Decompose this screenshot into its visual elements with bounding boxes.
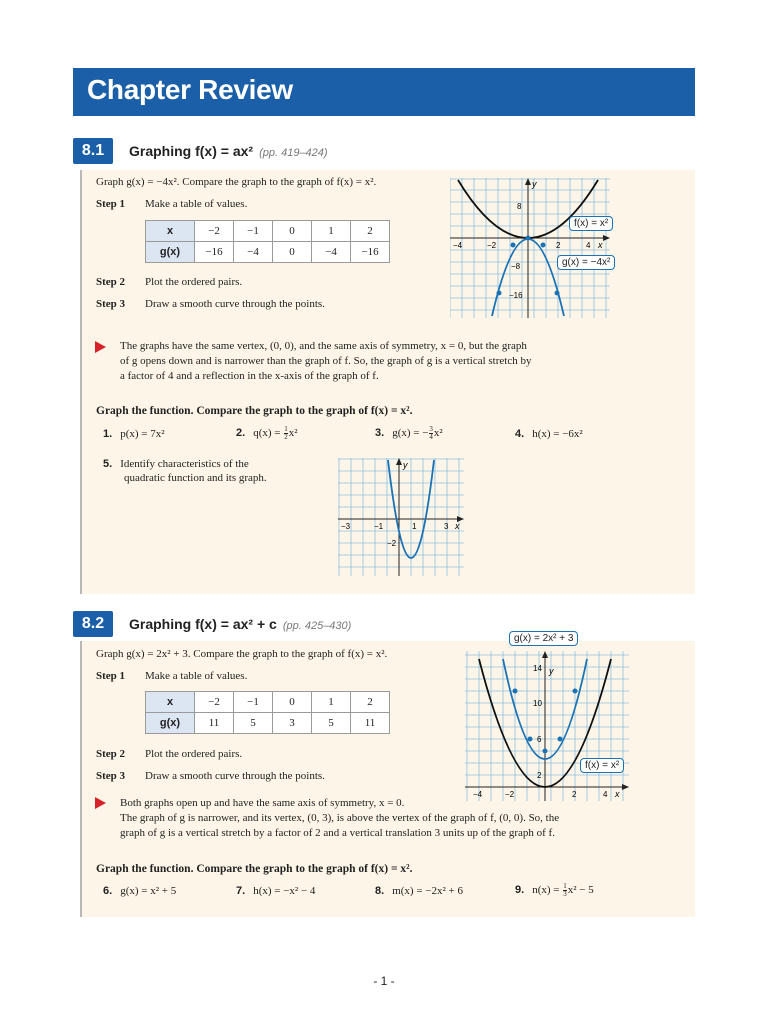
table-cell: 1	[312, 221, 351, 242]
fraction-den: 3	[563, 890, 567, 898]
exercise-7	[236, 885, 315, 897]
exercise-1	[103, 428, 165, 440]
label-g: g(x) = 2x² + 3	[509, 631, 578, 646]
summary-line: Both graphs open up and have the same axis of symmetry, x = 0.	[120, 797, 405, 809]
fraction-den: 2	[284, 433, 288, 441]
axis-y-label: y	[549, 666, 554, 676]
page-number: - 1 -	[373, 974, 395, 988]
fraction-num: 1	[284, 425, 288, 433]
table-cell: −16	[195, 242, 234, 263]
exercise-text: h(x) = −x² − 4	[253, 885, 316, 897]
tick-1: 1	[412, 522, 417, 531]
step3-label: Step 3	[96, 770, 126, 782]
step1-text: Make a table of values.	[145, 670, 248, 682]
exercise-number: 4.	[515, 428, 525, 440]
table-cell: 3	[273, 713, 312, 734]
tick-x4: 4	[603, 790, 608, 799]
tick-4: 4	[586, 241, 591, 250]
exercise-3	[375, 426, 443, 441]
exercise-text-pre: q(x) =	[253, 427, 284, 440]
exercise-number: 5.	[103, 458, 113, 470]
table-cell: 0	[273, 692, 312, 713]
axis-y-label: y	[532, 179, 537, 189]
fraction	[429, 426, 433, 441]
tick-14: 14	[533, 664, 542, 673]
exercise-number: 7.	[236, 885, 246, 897]
tick-neg1: −1	[374, 522, 384, 531]
exercise-text-pre: n(x) =	[532, 884, 563, 897]
exercise-2	[236, 426, 298, 441]
tick-neg4: −4	[453, 241, 463, 250]
table-cell: −1	[234, 221, 273, 242]
chapter-banner	[73, 68, 695, 116]
exercise-heading: Graph the function. Compare the graph to the graph of f(x) = x².	[96, 405, 413, 417]
table-cell: 0	[273, 242, 312, 263]
exercise-text-post: x²	[288, 427, 298, 440]
section-heading	[129, 616, 351, 632]
tick-3: 3	[444, 522, 449, 531]
summary-line: graph of g is a vertical stretch by a factor of 2 and a vertical translation 3 units up of the graph of f.	[120, 827, 555, 839]
example-text: Graph g(x) = 2x² + 3. Compare the graph to the graph of f(x) = x².	[96, 648, 388, 660]
table-cell: 2	[351, 221, 390, 242]
fraction-num: 1	[563, 882, 567, 890]
exercise-9	[515, 883, 594, 898]
values-table	[145, 220, 390, 263]
axis-x-label: x	[598, 240, 603, 250]
step3-label: Step 3	[96, 298, 126, 310]
step2-text: Plot the ordered pairs.	[145, 748, 243, 760]
section-pages: (pp. 425–430)	[282, 620, 352, 632]
example-text: Graph g(x) = −4x². Compare the graph to the graph of f(x) = x².	[96, 176, 377, 188]
chapter-title: Chapter Review	[87, 74, 293, 105]
exercise-text-post: x²	[433, 427, 443, 440]
tick-neg4: −4	[473, 790, 483, 799]
table-cell: −2	[195, 221, 234, 242]
step3-text: Draw a smooth curve through the points.	[145, 298, 325, 310]
table-header-x: x	[146, 692, 195, 713]
exercise-number: 6.	[103, 885, 113, 897]
step2-text: Plot the ordered pairs.	[145, 276, 243, 288]
tick-neg16: −16	[509, 291, 523, 300]
table-cell: 0	[273, 221, 312, 242]
summary-line: of g opens down and is narrower than the graph of f. So, the graph of g is a vertical stretch by	[120, 355, 532, 367]
label-g: g(x) = −4x²	[557, 255, 615, 270]
section-pages: (pp. 419–424)	[259, 147, 328, 159]
tick-neg3: −3	[341, 522, 351, 531]
table-header-x: x	[146, 221, 195, 242]
label-f: f(x) = x²	[569, 216, 613, 231]
step3-text: Draw a smooth curve through the points.	[145, 770, 325, 782]
section-number: 8.2	[73, 611, 113, 637]
table-cell: −2	[195, 692, 234, 713]
exercise-8	[375, 885, 463, 897]
table-cell: 2	[351, 692, 390, 713]
table-header-gx: g(x)	[146, 713, 195, 734]
exercise-number: 2.	[236, 427, 246, 440]
tick-x2: 2	[572, 790, 577, 799]
graph-exercise-5	[338, 458, 464, 576]
fraction	[284, 426, 288, 441]
table-cell: −4	[234, 242, 273, 263]
table-cell: −16	[351, 242, 390, 263]
exercise-number: 9.	[515, 884, 525, 897]
exercise-text: p(x) = 7x²	[120, 428, 165, 440]
axis-x-label: x	[455, 521, 460, 531]
tick-neg2: −2	[487, 241, 497, 250]
fraction-num: 3	[429, 425, 433, 433]
step2-label: Step 2	[96, 276, 126, 288]
tick-neg2: −2	[505, 790, 515, 799]
tick-2: 2	[537, 771, 542, 780]
summary-line: The graphs have the same vertex, (0, 0), and the same axis of symmetry, x = 0, but the graph	[120, 340, 527, 352]
arrow-marker	[95, 341, 106, 353]
exercise-6	[103, 885, 176, 897]
exercise-5-line: Identify characteristics of the	[120, 458, 249, 470]
tick-neg8: −8	[511, 262, 521, 271]
exercise-text: g(x) = x² + 5	[120, 885, 177, 897]
graph-g-vs-f	[450, 178, 610, 318]
step1-label: Step 1	[96, 670, 126, 682]
table-header-gx: g(x)	[146, 242, 195, 263]
exercise-text: h(x) = −6x²	[532, 428, 583, 440]
table-cell: 1	[312, 692, 351, 713]
values-table	[145, 691, 390, 734]
graph-g-vs-f-2	[465, 651, 629, 801]
fraction-den: 4	[429, 433, 433, 441]
table-cell: 5	[312, 713, 351, 734]
section-heading-text: Graphing f(x) = ax² + c	[129, 616, 277, 632]
section-8-1	[73, 138, 695, 594]
exercise-number: 8.	[375, 885, 385, 897]
exercise-text-post: x² − 5	[567, 884, 594, 897]
section-number: 8.1	[73, 138, 113, 164]
exercise-text-pre: g(x) = −	[392, 427, 429, 440]
tick-6: 6	[537, 735, 542, 744]
summary-line: The graph of g is narrower, and its vertex, (0, 3), is above the vertex of the graph of f, (0, 0). So, the	[120, 812, 560, 824]
table-cell: 5	[234, 713, 273, 734]
axis-x-label: x	[615, 789, 620, 799]
tick-10: 10	[533, 699, 542, 708]
exercise-number: 1.	[103, 428, 113, 440]
section-heading	[129, 143, 328, 159]
step2-label: Step 2	[96, 748, 126, 760]
tick-2: 2	[556, 241, 561, 250]
axis-y-label: y	[403, 460, 408, 470]
step1-text: Make a table of values.	[145, 198, 248, 210]
exercise-number: 3.	[375, 427, 385, 440]
arrow-marker	[95, 797, 106, 809]
table-cell: 11	[351, 713, 390, 734]
exercise-5-line: quadratic function and its graph.	[124, 472, 267, 484]
step1-label: Step 1	[96, 198, 126, 210]
table-cell: −1	[234, 692, 273, 713]
table-cell: 11	[195, 713, 234, 734]
section-8-2	[73, 611, 695, 917]
tick-8: 8	[517, 202, 522, 211]
exercise-4	[515, 428, 583, 440]
exercise-5	[103, 458, 249, 470]
label-f: f(x) = x²	[580, 758, 624, 773]
exercise-heading: Graph the function. Compare the graph to the graph of f(x) = x².	[96, 863, 413, 875]
fraction	[563, 883, 567, 898]
table-cell: −4	[312, 242, 351, 263]
summary-line: a factor of 4 and a reflection in the x-axis of the graph of f.	[120, 370, 379, 382]
exercise-text: m(x) = −2x² + 6	[392, 885, 463, 897]
tick-neg2: −2	[387, 539, 397, 548]
section-heading-text: Graphing f(x) = ax²	[129, 143, 254, 159]
